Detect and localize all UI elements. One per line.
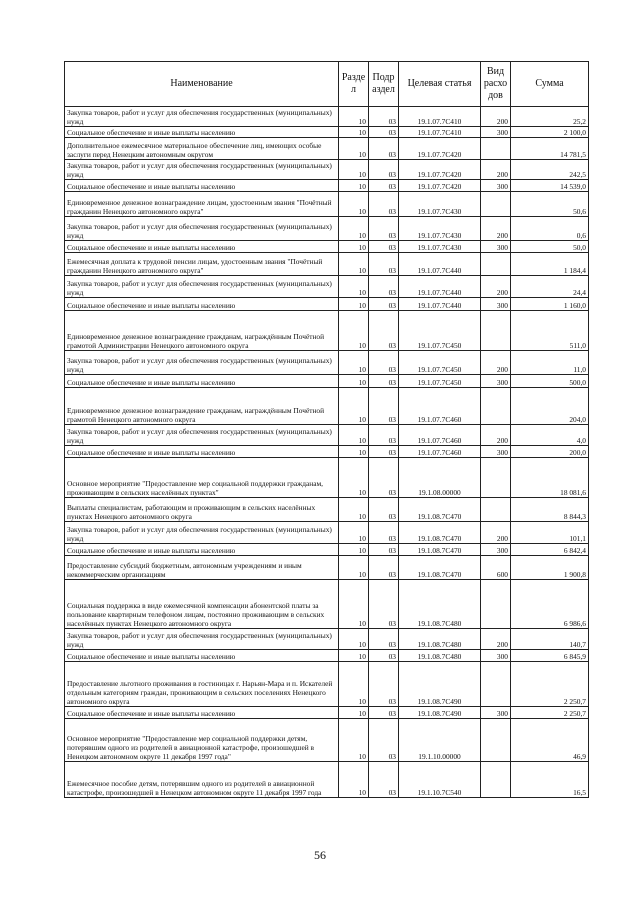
cell-target-article: 19.1.10.7С540: [399, 762, 481, 798]
table-row: [65, 180, 589, 192]
table-body: [65, 107, 589, 798]
table-row: [65, 580, 589, 629]
cell-section: 10: [339, 719, 369, 762]
cell-amount: 2 250,7: [511, 707, 589, 719]
cell-expense-type: [481, 762, 511, 798]
cell-section: 10: [339, 192, 369, 217]
cell-section: 10: [339, 522, 369, 544]
cell-expense-type: 300: [481, 707, 511, 719]
table-row: [65, 446, 589, 458]
cell-amount: 500,0: [511, 375, 589, 388]
cell-target-article: 19.1.07.7С440: [399, 276, 481, 298]
cell-target-article: 19.1.07.7С410: [399, 107, 481, 127]
cell-target-article: 19.1.07.7С430: [399, 192, 481, 217]
table-row: [65, 650, 589, 662]
cell-section: 10: [339, 160, 369, 180]
cell-amount: 1 900,8: [511, 556, 589, 580]
cell-name: Социальная поддержка в виде ежемесячной компенсации абонентской платы за пользование квартирным телефоном лицам, постоянно проживающим в сельских населённых пунктах Ненецкого автономного округа: [65, 580, 339, 629]
cell-subsection: 03: [369, 425, 399, 446]
cell-section: 10: [339, 425, 369, 446]
cell-subsection: 03: [369, 192, 399, 217]
cell-target-article: 19.1.07.7С410: [399, 127, 481, 138]
cell-amount: 242,5: [511, 160, 589, 180]
cell-name: Основное мероприятие "Предоставление мер социальной поддержки гражданам, проживающим в сельских населённых пунктах": [65, 458, 339, 498]
cell-section: 10: [339, 498, 369, 522]
cell-amount: 16,5: [511, 762, 589, 798]
cell-amount: 511,0: [511, 311, 589, 351]
cell-name: Предоставление субсидий бюджетным, автономным учреждениям и иным некоммерческим организациям: [65, 556, 339, 580]
cell-target-article: 19.1.08.7С490: [399, 662, 481, 707]
cell-target-article: 19.1.07.7С450: [399, 311, 481, 351]
cell-section: 10: [339, 253, 369, 276]
page-number: 56: [314, 848, 326, 862]
cell-section: 10: [339, 241, 369, 253]
cell-subsection: 03: [369, 458, 399, 498]
cell-target-article: 19.1.08.7С470: [399, 498, 481, 522]
header-section: Разде л: [339, 62, 369, 107]
cell-name: Социальное обеспечение и иные выплаты населению: [65, 375, 339, 388]
cell-target-article: 19.1.07.7С460: [399, 446, 481, 458]
cell-expense-type: [481, 719, 511, 762]
table-row: [65, 311, 589, 351]
table-row: [65, 498, 589, 522]
cell-expense-type: [481, 311, 511, 351]
cell-expense-type: [481, 388, 511, 425]
cell-expense-type: 300: [481, 446, 511, 458]
cell-section: 10: [339, 107, 369, 127]
cell-target-article: 19.1.08.7С480: [399, 650, 481, 662]
cell-amount: 0,6: [511, 217, 589, 241]
cell-name: Социальное обеспечение и иные выплаты населению: [65, 650, 339, 662]
cell-section: 10: [339, 311, 369, 351]
table-row: [65, 375, 589, 388]
cell-target-article: 19.1.07.7С430: [399, 217, 481, 241]
cell-target-article: 19.1.08.7С480: [399, 629, 481, 650]
table-row: [65, 425, 589, 446]
cell-target-article: 19.1.08.7С470: [399, 522, 481, 544]
table-row: [65, 629, 589, 650]
cell-expense-type: 300: [481, 650, 511, 662]
cell-amount: 2 100,0: [511, 127, 589, 138]
cell-subsection: 03: [369, 498, 399, 522]
cell-name: Социальное обеспечение и иные выплаты населению: [65, 544, 339, 556]
cell-section: 10: [339, 762, 369, 798]
cell-expense-type: 200: [481, 629, 511, 650]
cell-amount: 1 160,0: [511, 298, 589, 311]
cell-amount: 1 184,4: [511, 253, 589, 276]
cell-section: 10: [339, 662, 369, 707]
cell-amount: 46,9: [511, 719, 589, 762]
cell-subsection: 03: [369, 719, 399, 762]
cell-subsection: 03: [369, 522, 399, 544]
cell-subsection: 03: [369, 629, 399, 650]
cell-name: Дополнительное ежемесячное материальное обеспечение лиц, имеющих особые заслуги перед Ненецким автономным округом: [65, 138, 339, 160]
table-row: [65, 127, 589, 138]
cell-expense-type: 200: [481, 107, 511, 127]
cell-expense-type: 300: [481, 127, 511, 138]
cell-name: Предоставление льготного проживания в гостиницах г. Нарьян-Мара и п. Искателей отдельным категориям граждан, проживающим в сельских поселениях Ненецкого автономного округа: [65, 662, 339, 707]
cell-expense-type: 200: [481, 160, 511, 180]
cell-name: Закупка товаров, работ и услуг для обеспечения государственных (муниципальных) нужд: [65, 276, 339, 298]
cell-name: Социальное обеспечение и иные выплаты населению: [65, 446, 339, 458]
cell-amount: 14 539,0: [511, 180, 589, 192]
cell-name: Ежемесячное пособие детям, потерявшим одного из родителей в авиационной катастрофе, произошедшей в Ненецком автономном округе 11 декабря 1997 года: [65, 762, 339, 798]
cell-subsection: 03: [369, 276, 399, 298]
cell-target-article: 19.1.07.7С450: [399, 351, 481, 375]
cell-amount: 18 081,6: [511, 458, 589, 498]
cell-expense-type: [481, 498, 511, 522]
cell-expense-type: 600: [481, 556, 511, 580]
cell-section: 10: [339, 580, 369, 629]
table-row: [65, 138, 589, 160]
cell-target-article: 19.1.08.7С480: [399, 580, 481, 629]
cell-name: Закупка товаров, работ и услуг для обеспечения государственных (муниципальных) нужд: [65, 629, 339, 650]
cell-subsection: 03: [369, 662, 399, 707]
cell-section: 10: [339, 446, 369, 458]
cell-amount: 6 842,4: [511, 544, 589, 556]
cell-name: Социальное обеспечение и иные выплаты населению: [65, 298, 339, 311]
cell-name: Социальное обеспечение и иные выплаты населению: [65, 241, 339, 253]
cell-target-article: 19.1.08.7С490: [399, 707, 481, 719]
table-row: [65, 160, 589, 180]
cell-section: 10: [339, 138, 369, 160]
cell-section: 10: [339, 707, 369, 719]
cell-expense-type: 300: [481, 544, 511, 556]
cell-target-article: 19.1.07.7С420: [399, 160, 481, 180]
cell-target-article: 19.1.07.7С460: [399, 425, 481, 446]
cell-subsection: 03: [369, 253, 399, 276]
header-expense-type: Вид расхо дов: [481, 62, 511, 107]
cell-amount: 6 845,9: [511, 650, 589, 662]
table-header-row: [65, 62, 589, 107]
cell-name: Единовременное денежное вознаграждение гражданам, награждённым Почётной грамотой Администрации Ненецкого автономного округа: [65, 311, 339, 351]
header-target-article: Целевая статья: [399, 62, 481, 107]
cell-name: Закупка товаров, работ и услуг для обеспечения государственных (муниципальных) нужд: [65, 217, 339, 241]
cell-amount: 2 250,7: [511, 662, 589, 707]
cell-section: 10: [339, 276, 369, 298]
table-row: [65, 762, 589, 798]
table-row: [65, 217, 589, 241]
cell-target-article: 19.1.07.7С420: [399, 138, 481, 160]
cell-section: 10: [339, 217, 369, 241]
cell-name: Закупка товаров, работ и услуг для обеспечения государственных (муниципальных) нужд: [65, 522, 339, 544]
cell-target-article: 19.1.10.00000: [399, 719, 481, 762]
cell-subsection: 03: [369, 241, 399, 253]
cell-subsection: 03: [369, 107, 399, 127]
table-row: [65, 522, 589, 544]
table-row: [65, 388, 589, 425]
cell-subsection: 03: [369, 311, 399, 351]
table-row: [65, 241, 589, 253]
cell-section: 10: [339, 351, 369, 375]
cell-section: 10: [339, 650, 369, 662]
table-row: [65, 298, 589, 311]
cell-subsection: 03: [369, 298, 399, 311]
cell-subsection: 03: [369, 707, 399, 719]
cell-section: 10: [339, 556, 369, 580]
table-row: [65, 253, 589, 276]
cell-subsection: 03: [369, 446, 399, 458]
cell-section: 10: [339, 375, 369, 388]
cell-amount: 4,0: [511, 425, 589, 446]
cell-amount: 11,0: [511, 351, 589, 375]
cell-target-article: 19.1.08.7С470: [399, 556, 481, 580]
cell-expense-type: 200: [481, 217, 511, 241]
cell-target-article: 19.1.07.7С460: [399, 388, 481, 425]
cell-expense-type: 200: [481, 425, 511, 446]
cell-subsection: 03: [369, 650, 399, 662]
cell-amount: 25,2: [511, 107, 589, 127]
cell-target-article: 19.1.07.7С440: [399, 253, 481, 276]
cell-expense-type: 300: [481, 375, 511, 388]
header-amount: Сумма: [511, 62, 589, 107]
cell-amount: 50,0: [511, 241, 589, 253]
cell-section: 10: [339, 298, 369, 311]
cell-expense-type: 200: [481, 522, 511, 544]
cell-amount: 50,6: [511, 192, 589, 217]
cell-subsection: 03: [369, 388, 399, 425]
cell-target-article: 19.1.08.00000: [399, 458, 481, 498]
cell-target-article: 19.1.07.7С450: [399, 375, 481, 388]
table-row: [65, 351, 589, 375]
cell-amount: 14 781,5: [511, 138, 589, 160]
cell-name: Социальное обеспечение и иные выплаты населению: [65, 127, 339, 138]
cell-section: 10: [339, 458, 369, 498]
cell-name: Социальное обеспечение и иные выплаты населению: [65, 707, 339, 719]
cell-name: Выплаты специалистам, работающим и проживающим в сельских населённых пунктах Ненецкого автономного округа: [65, 498, 339, 522]
table-row: [65, 707, 589, 719]
cell-target-article: 19.1.07.7С420: [399, 180, 481, 192]
cell-subsection: 03: [369, 180, 399, 192]
cell-subsection: 03: [369, 217, 399, 241]
cell-subsection: 03: [369, 375, 399, 388]
cell-amount: 140,7: [511, 629, 589, 650]
table-row: [65, 276, 589, 298]
cell-section: 10: [339, 629, 369, 650]
cell-section: 10: [339, 388, 369, 425]
cell-expense-type: 300: [481, 298, 511, 311]
cell-section: 10: [339, 180, 369, 192]
table-row: [65, 544, 589, 556]
cell-expense-type: [481, 580, 511, 629]
cell-name: Закупка товаров, работ и услуг для обеспечения государственных (муниципальных) нужд: [65, 107, 339, 127]
cell-expense-type: [481, 253, 511, 276]
cell-expense-type: [481, 138, 511, 160]
cell-expense-type: 300: [481, 180, 511, 192]
header-subsection: Подр аздел: [369, 62, 399, 107]
cell-amount: 24,4: [511, 276, 589, 298]
budget-table: [64, 61, 589, 798]
cell-name: Закупка товаров, работ и услуг для обеспечения государственных (муниципальных) нужд: [65, 160, 339, 180]
cell-subsection: 03: [369, 351, 399, 375]
cell-subsection: 03: [369, 556, 399, 580]
cell-expense-type: [481, 192, 511, 217]
table-row: [65, 192, 589, 217]
table-row: [65, 458, 589, 498]
cell-amount: 101,1: [511, 522, 589, 544]
cell-name: Основное мероприятие "Предоставление мер социальной поддержки детям, потерявшим одного из родителей в авиационной катастрофе, произошедшей в Ненецком автономном округе 11 декабря 1997 года": [65, 719, 339, 762]
cell-target-article: 19.1.07.7С440: [399, 298, 481, 311]
cell-amount: 200,0: [511, 446, 589, 458]
cell-subsection: 03: [369, 127, 399, 138]
cell-name: Единовременное денежное вознаграждение лицам, удостоенным звания "Почётный гражданин Ненецкого автономного округа": [65, 192, 339, 217]
cell-expense-type: 200: [481, 351, 511, 375]
cell-name: Социальное обеспечение и иные выплаты населению: [65, 180, 339, 192]
cell-section: 10: [339, 544, 369, 556]
cell-expense-type: [481, 458, 511, 498]
cell-amount: 6 986,6: [511, 580, 589, 629]
cell-name: Закупка товаров, работ и услуг для обеспечения государственных (муниципальных) нужд: [65, 425, 339, 446]
cell-subsection: 03: [369, 160, 399, 180]
cell-section: 10: [339, 127, 369, 138]
header-name: Наименование: [65, 62, 339, 107]
cell-subsection: 03: [369, 544, 399, 556]
cell-subsection: 03: [369, 762, 399, 798]
cell-expense-type: 300: [481, 241, 511, 253]
cell-subsection: 03: [369, 138, 399, 160]
cell-target-article: 19.1.07.7С430: [399, 241, 481, 253]
cell-amount: 204,0: [511, 388, 589, 425]
table-row: [65, 719, 589, 762]
table-row: [65, 662, 589, 707]
cell-expense-type: [481, 662, 511, 707]
table-row: [65, 107, 589, 127]
cell-name: Закупка товаров, работ и услуг для обеспечения государственных (муниципальных) нужд: [65, 351, 339, 375]
cell-amount: 8 844,3: [511, 498, 589, 522]
cell-target-article: 19.1.08.7С470: [399, 544, 481, 556]
cell-name: Ежемесячная доплата к трудовой пенсии лицам, удостоенным звания "Почётный гражданин Ненецкого автономного округа": [65, 253, 339, 276]
cell-subsection: 03: [369, 580, 399, 629]
cell-expense-type: 200: [481, 276, 511, 298]
table-row: [65, 556, 589, 580]
cell-name: Единовременное денежное вознаграждение гражданам, награждённым Почётной грамотой Ненецкого автономного округа: [65, 388, 339, 425]
